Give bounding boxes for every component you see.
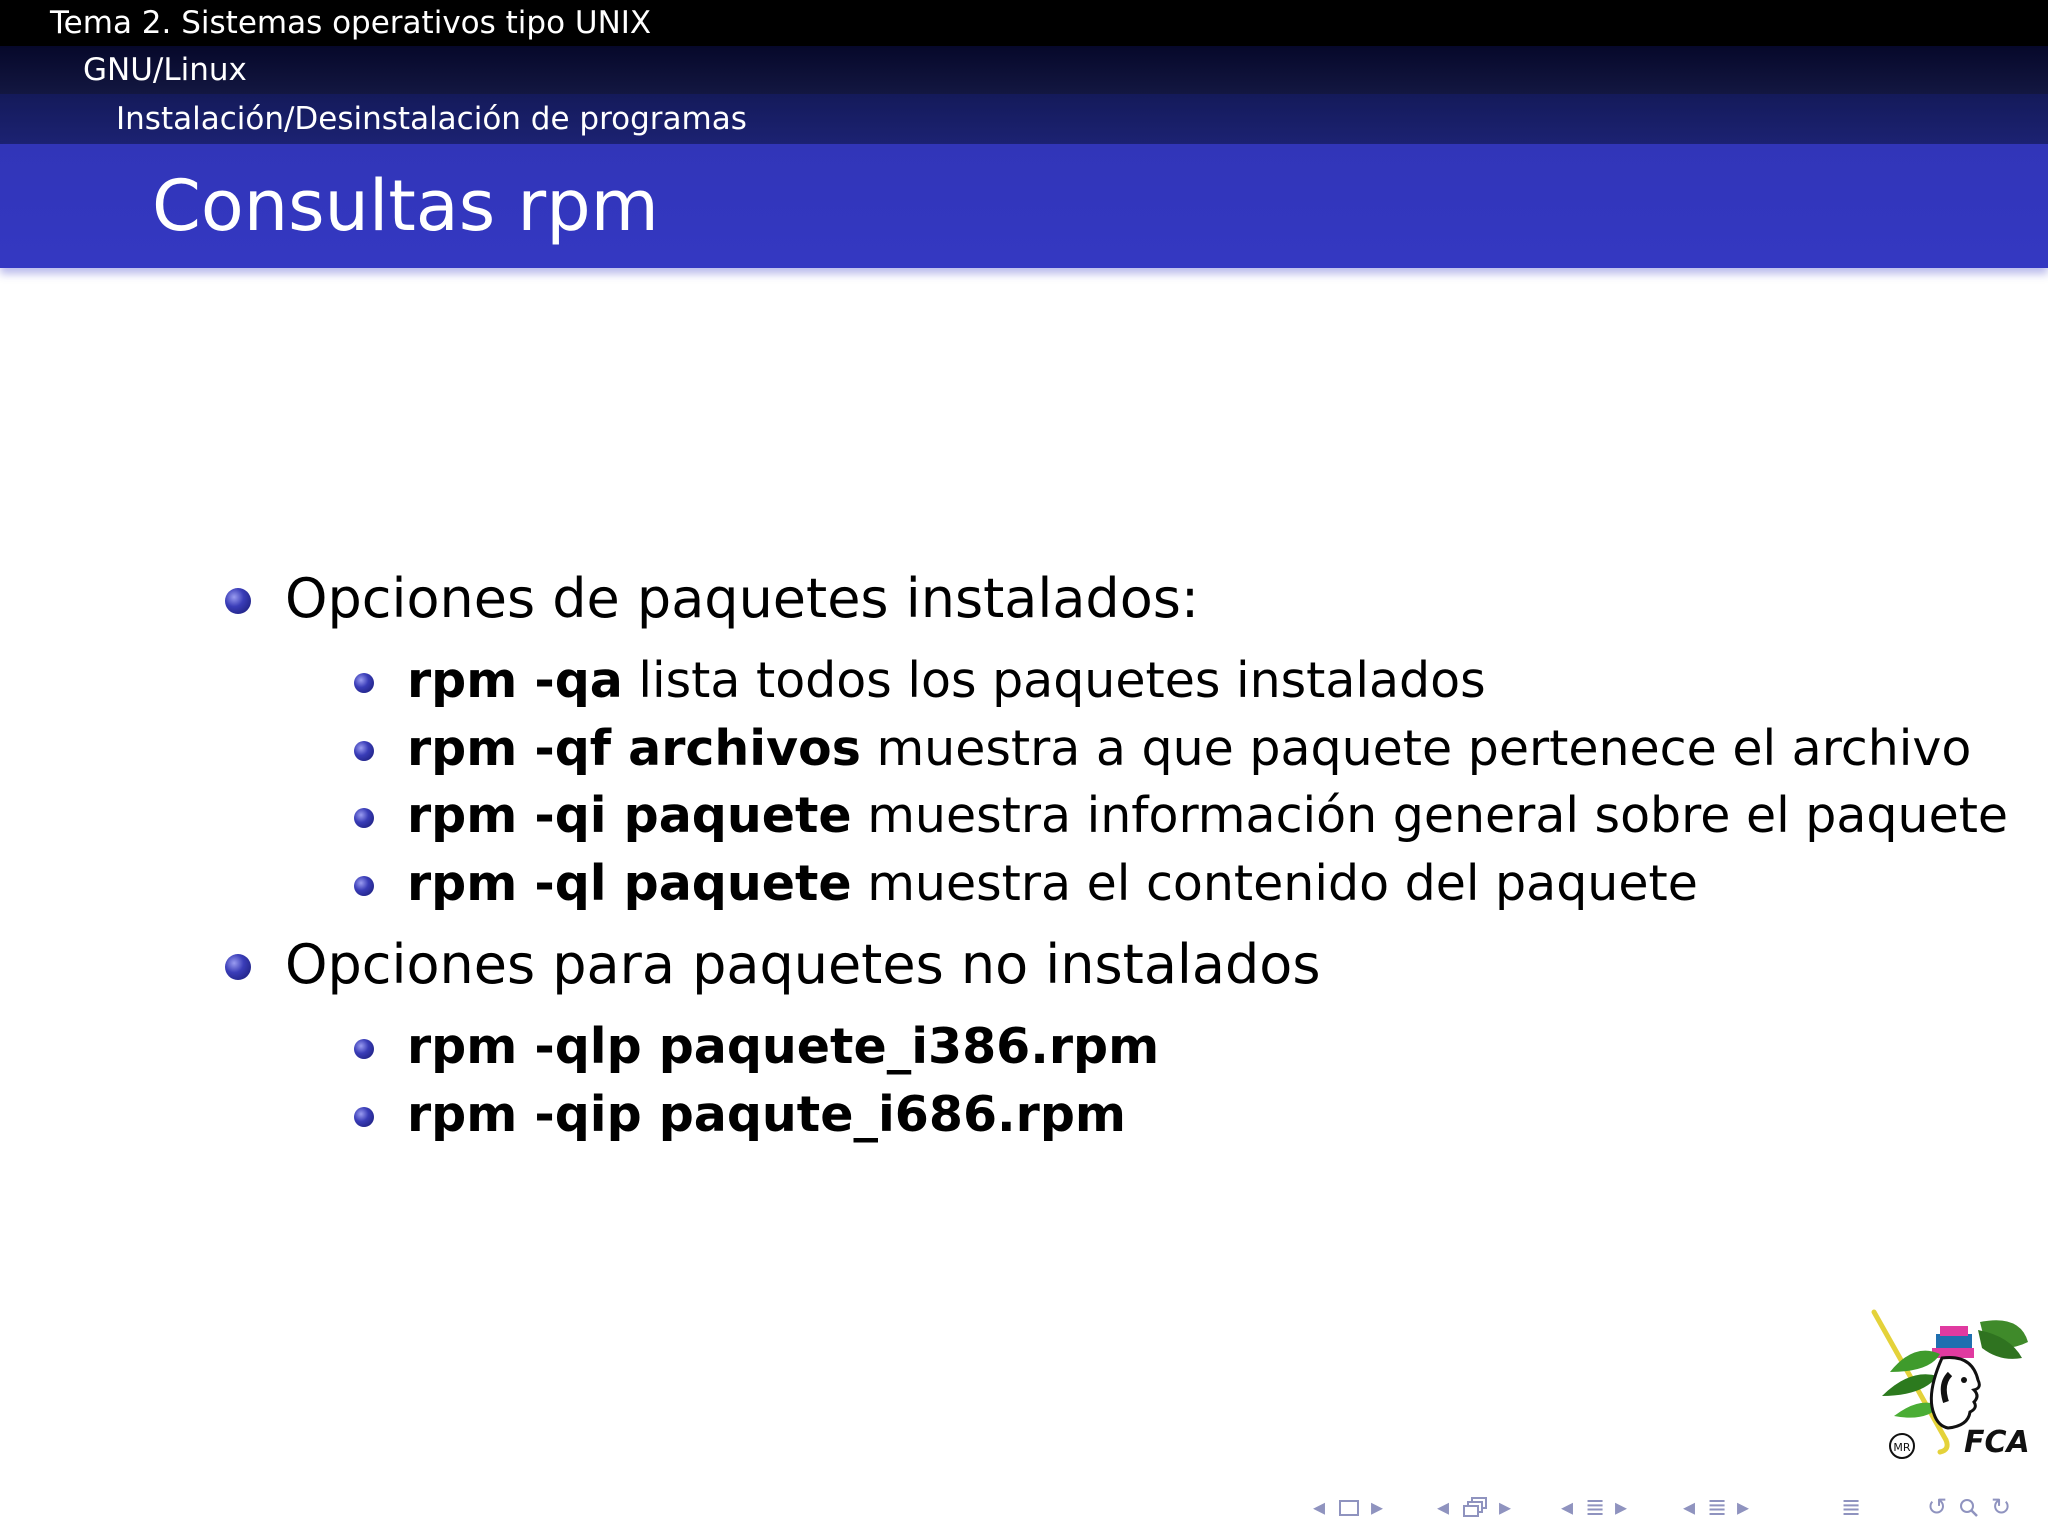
command-description: muestra a que paquete pertenece el archivo: [860, 720, 1972, 777]
command-text: rpm -ql paquete: [407, 855, 852, 912]
list-item-label: Opciones de paquetes instalados:: [285, 567, 1200, 630]
arrow-left-icon[interactable]: ◂: [1312, 1493, 1326, 1521]
header-subsection-bar: [0, 46, 2048, 94]
list-item: [407, 787, 2009, 844]
command-description: muestra el contenido del paquete: [851, 855, 1698, 912]
section-icon[interactable]: ≣: [1706, 1493, 1728, 1521]
arrow-left-icon[interactable]: ◂: [1560, 1493, 1574, 1521]
frame-icon[interactable]: [1332, 1490, 1366, 1524]
arrow-right-icon[interactable]: ▸: [1498, 1493, 1512, 1521]
command-text: rpm -qa: [407, 652, 623, 709]
header-subsection-title[interactable]: GNU/Linux: [83, 52, 247, 88]
forward-icon[interactable]: ↻: [1990, 1493, 2012, 1521]
toc-icon[interactable]: ≣: [1840, 1493, 1862, 1521]
command-text: rpm -qip paqute_i686.rpm: [407, 1086, 1126, 1143]
slide-title-bar: [0, 144, 2048, 268]
list-item: [407, 1018, 1160, 1075]
list-item: [407, 652, 1486, 709]
arrow-right-icon[interactable]: ▸: [1370, 1493, 1384, 1521]
back-icon[interactable]: ↺: [1926, 1493, 1948, 1521]
logo-mark-text: MR: [1893, 1441, 1911, 1454]
bullet-icon: [225, 588, 251, 614]
command-text: rpm -qlp paquete_i386.rpm: [407, 1018, 1160, 1075]
bullet-icon: [354, 876, 374, 896]
list-item: [407, 1086, 1126, 1143]
command-description: muestra información general sobre el paquete: [851, 787, 2009, 844]
list-item-label: Opciones para paquetes no instalados: [285, 933, 1321, 996]
arrow-left-icon[interactable]: ◂: [1682, 1493, 1696, 1521]
fca-logo: [1860, 1300, 2035, 1470]
list-item: [407, 855, 1698, 912]
list-item: [285, 567, 1200, 630]
bullet-icon: [354, 1039, 374, 1059]
slide-title: Consultas rpm: [152, 165, 659, 247]
arrow-left-icon[interactable]: ◂: [1436, 1493, 1450, 1521]
bullet-icon: [354, 741, 374, 761]
bullet-icon: [354, 673, 374, 693]
subsection-icon[interactable]: ≣: [1584, 1493, 1606, 1521]
bullet-icon: [225, 954, 251, 980]
navigation-bar: [1310, 1490, 2030, 1524]
command-description: lista todos los paquetes instalados: [622, 652, 1486, 709]
frames-icon[interactable]: [1456, 1490, 1494, 1524]
header-subsubsection-bar: [0, 94, 2048, 144]
header-section-title[interactable]: Tema 2. Sistemas operativos tipo UNIX: [50, 5, 652, 41]
list-item: [285, 933, 1321, 996]
command-text: rpm -qf archivos: [407, 720, 861, 777]
header-section-bar: [0, 0, 2048, 46]
search-icon[interactable]: [1954, 1490, 1984, 1524]
header-subsubsection-title[interactable]: Instalación/Desinstalación de programas: [116, 101, 747, 137]
arrow-right-icon[interactable]: ▸: [1736, 1493, 1750, 1521]
list-item: [407, 720, 1972, 777]
bullet-icon: [354, 1107, 374, 1127]
bullet-icon: [354, 808, 374, 828]
command-text: rpm -qi paquete: [407, 787, 852, 844]
arrow-right-icon[interactable]: ▸: [1614, 1493, 1628, 1521]
logo-text: FCA: [1964, 1425, 2030, 1460]
